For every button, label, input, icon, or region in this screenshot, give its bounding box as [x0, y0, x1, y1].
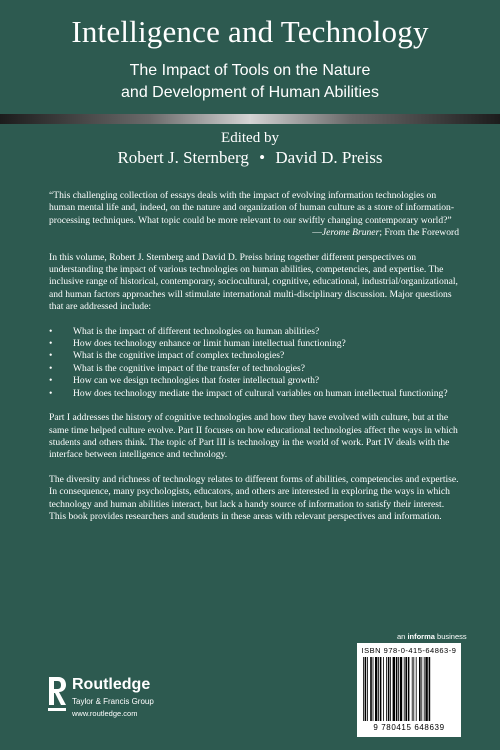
edited-by-label: Edited by	[221, 130, 279, 146]
editor-name: David D. Preiss	[275, 148, 383, 167]
editors-line	[0, 148, 500, 168]
informa-suffix: business	[434, 632, 467, 641]
attribution-dash: —	[312, 227, 322, 239]
list-item: • How does technology mediate the impact of cultural variables on human intellectual functioning?	[49, 388, 459, 400]
quote-text: “This challenging collection of essays deals with the impact of evolving information technologies on human mental life and, indeed, on the nature and organization of human culture as a store of information-processing techniques. What topic could be more relevant to our swiftly changing contemporary world?”	[49, 190, 455, 226]
endorsement-quote	[49, 190, 459, 227]
isbn-label: ISBN 978-0-415-64863-9	[361, 646, 457, 655]
editor-separator: •	[259, 148, 266, 167]
publisher-url: www.routledge.com	[72, 709, 138, 718]
attribution-author: Jerome Bruner	[321, 227, 380, 239]
intro-paragraph: In this volume, Robert J. Sternberg and David D. Preiss bring together different perspectives on understanding the impact of various technologies on human abilities, competencies, and expertise. The inclusive range of historical, contemporary, sociocultural, cognitive, educational, industrial/organizational, and human factors approaches will stimulate international multi-disciplinary discussion. Major questions that are addressed include:	[49, 251, 458, 313]
book-title: Intelligence and Technology	[71, 14, 429, 49]
informa-business-tag	[397, 632, 467, 641]
editor-name: Robert J. Sternberg	[117, 148, 249, 167]
questions-list	[49, 326, 459, 400]
closing-paragraph: The diversity and richness of technology relates to different forms of abilities, competencies and expertise. In consequence, many psychologists, educators, and others are interested in exploring the ways in which technology and human abilities interact, but lack a handy source of information to satisfy their interest. This book provides researchers and students in these areas with relevant perspectives and information.	[49, 473, 459, 522]
metallic-divider-band	[0, 114, 500, 124]
subtitle-line-1: The Impact of Tools on the Nature	[129, 62, 371, 79]
book-subtitle	[0, 60, 500, 104]
parts-paragraph: Part I addresses the history of cognitive technologies and how they have evolved with culture, but at the same time helped culture evolve. Part II focuses on how educational technologies affect the ways in which students and others think. The topic of Part III is technology in the world of work. Part IV deals with the interface between intelligence and technology.	[49, 412, 458, 461]
informa-prefix: an	[397, 632, 408, 641]
subtitle-line-2: and Development of Human Abilities	[121, 84, 379, 101]
list-item: • How does technology enhance or limit human intellectual functioning?	[49, 338, 459, 350]
list-item: • What is the cognitive impact of complex technologies?	[49, 350, 459, 362]
attribution-source: ; From the Foreword	[379, 227, 459, 239]
publisher-group: Taylor & Francis Group	[72, 697, 154, 706]
list-item: • What is the impact of different technologies on human abilities?	[49, 326, 459, 338]
list-item: • How can we design technologies that foster intellectual growth?	[49, 375, 459, 387]
informa-brand: informa	[407, 632, 435, 641]
barcode-panel	[357, 643, 461, 737]
routledge-r-icon	[46, 675, 68, 715]
quote-attribution	[49, 227, 459, 239]
publisher-name: Routledge	[72, 676, 151, 693]
barcode-icon	[363, 657, 455, 721]
back-cover-text	[49, 190, 459, 535]
barcode-number: 9 780415 648639	[373, 723, 445, 732]
list-item: • What is the cognitive impact of the transfer of technologies?	[49, 363, 459, 375]
